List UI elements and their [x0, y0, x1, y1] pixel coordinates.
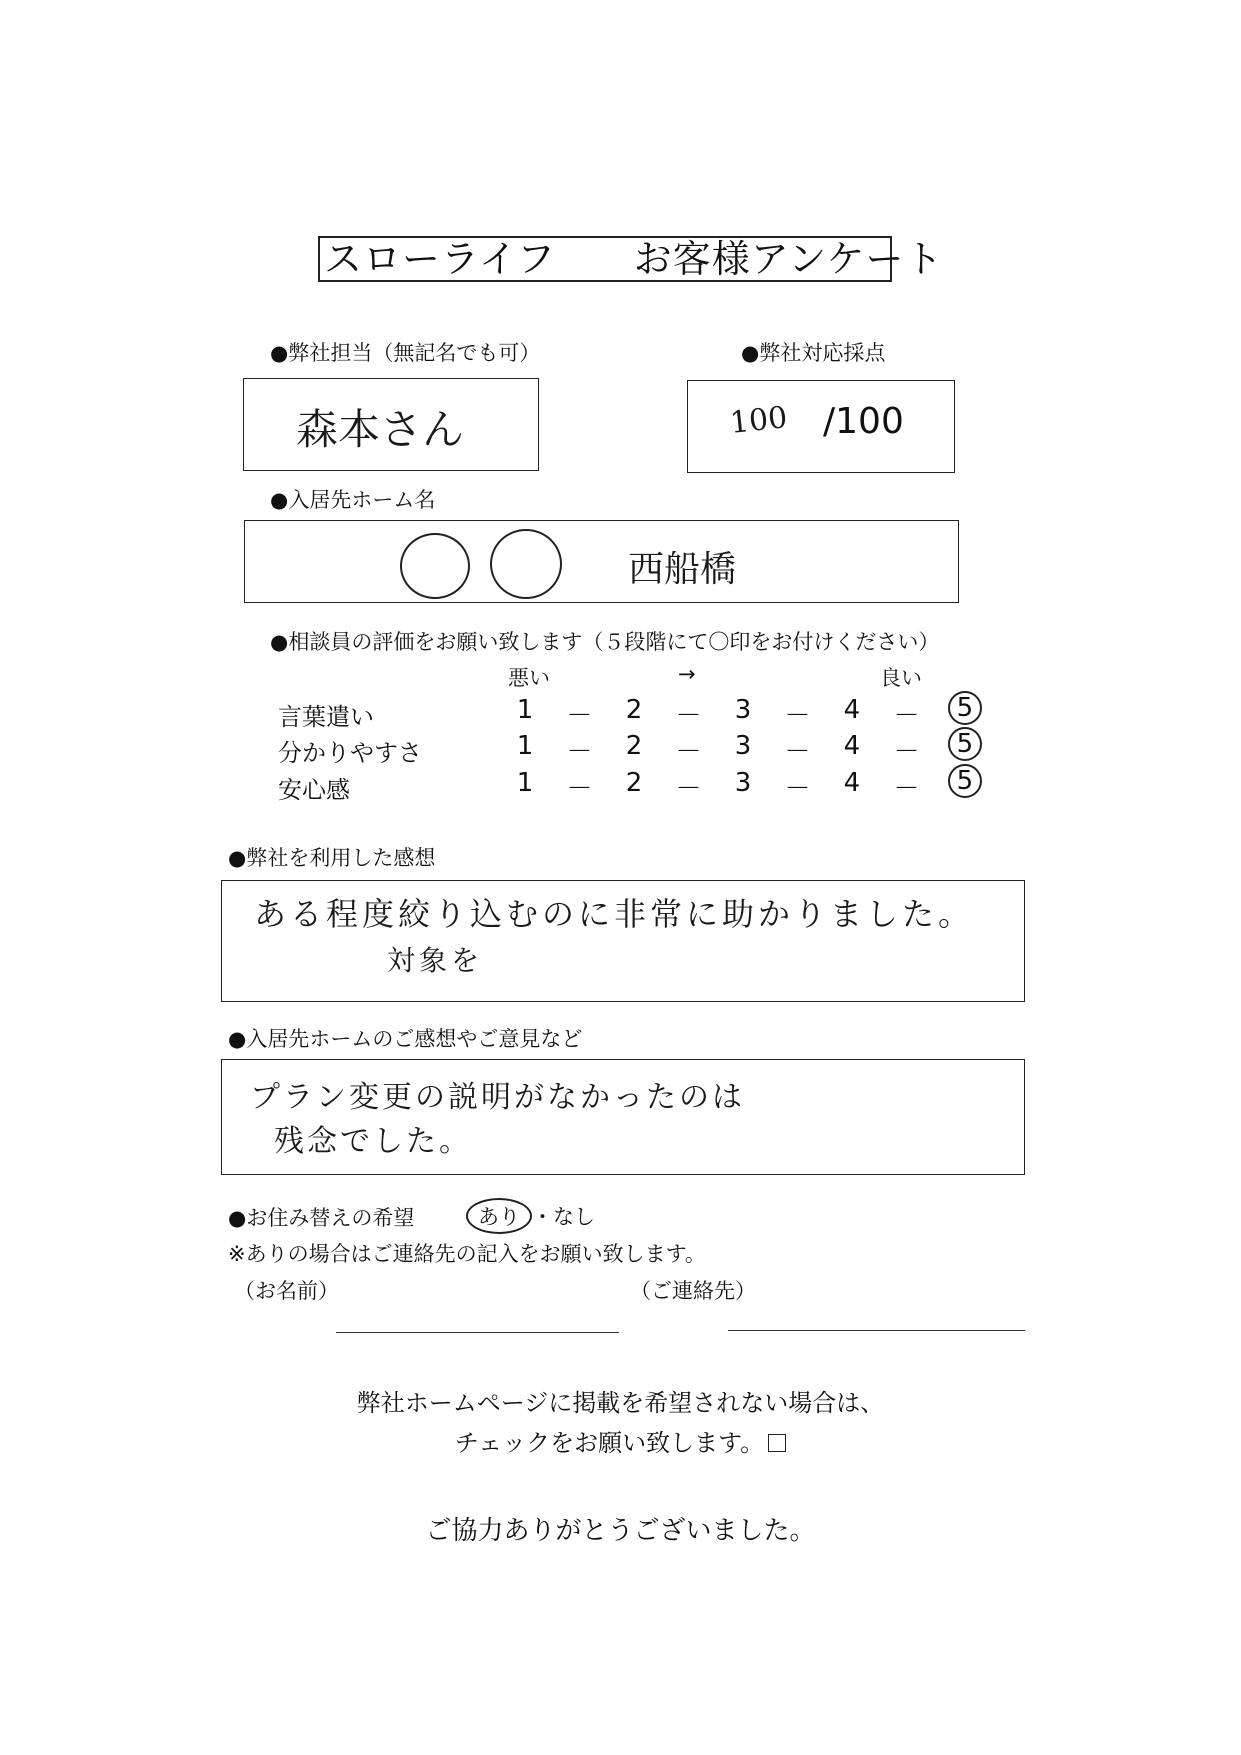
scale-dash: －: [893, 701, 920, 731]
staff-field[interactable]: [243, 378, 539, 471]
rating-scale-row-2[interactable]: [512, 731, 982, 768]
scale-dash: －: [675, 774, 702, 804]
scale-option-1[interactable]: 1: [516, 768, 534, 798]
scale-option-5-selected[interactable]: 5: [948, 691, 982, 725]
rating-label: ●相談員の評価をお願い致します（５段階にて〇印をお付けください）: [270, 630, 940, 654]
home-label: ●入居先ホーム名: [270, 488, 436, 512]
contact-input-line[interactable]: [728, 1330, 1025, 1331]
rating-row-label: 言葉遣い: [278, 703, 374, 731]
survey-title: スローライフ お客様アンケート: [318, 236, 892, 282]
scale-option-2[interactable]: 2: [625, 768, 643, 798]
scale-option-2[interactable]: 2: [625, 695, 643, 725]
thanks-message: ご協力ありがとうございました。: [425, 1516, 816, 1546]
scale-dash: －: [784, 701, 811, 731]
home-value: 西船橋: [628, 549, 737, 590]
name-input-line[interactable]: [336, 1332, 619, 1333]
scale-option-2[interactable]: 2: [625, 731, 643, 761]
homepage-notice-line2: チェックをお願い致します。: [454, 1429, 765, 1457]
staff-label: ●弊社担当（無記名でも可）: [270, 341, 541, 365]
score-value: 100: [728, 400, 789, 441]
scale-option-3[interactable]: 3: [734, 731, 752, 761]
scale-option-3[interactable]: 3: [734, 768, 752, 798]
rating-row-label: 分かりやすさ: [278, 739, 422, 767]
score-max: /100: [823, 401, 904, 442]
scale-dash: －: [566, 737, 593, 767]
placeholder-circle-2: [490, 529, 562, 599]
homepage-notice-line1: 弊社ホームページに掲載を希望されない場合は、: [356, 1389, 885, 1417]
feedback-text-line1: プラン変更の説明がなかったのは: [250, 1080, 745, 1115]
scale-option-5-selected[interactable]: 5: [948, 764, 982, 798]
contact-label: （ご連絡先）: [630, 1279, 756, 1303]
rating-row-label: 安心感: [278, 776, 350, 804]
scale-dash: －: [566, 701, 593, 731]
scale-option-3[interactable]: 3: [734, 695, 752, 725]
rating-good: 良い: [880, 666, 922, 690]
scale-dash: －: [784, 737, 811, 767]
feedback-text-line2: 残念でした。: [274, 1124, 472, 1159]
relocation-separator: ・: [532, 1205, 553, 1229]
rating-scale-row-1[interactable]: [512, 695, 982, 732]
score-label: ●弊社対応採点: [741, 341, 886, 365]
scale-option-1[interactable]: 1: [516, 695, 534, 725]
impression-insert: 対象を: [387, 944, 484, 977]
scale-dash: －: [675, 737, 702, 767]
staff-value: 森本さん: [296, 405, 465, 454]
rating-arrow: →: [678, 662, 696, 686]
home-field[interactable]: [244, 520, 959, 603]
impression-field[interactable]: [221, 880, 1025, 1002]
impression-label: ●弊社を利用した感想: [228, 846, 436, 870]
scale-option-4[interactable]: 4: [843, 768, 861, 798]
scale-dash: －: [566, 774, 593, 804]
scale-option-4[interactable]: 4: [843, 695, 861, 725]
scale-dash: －: [893, 774, 920, 804]
scale-option-4[interactable]: 4: [843, 731, 861, 761]
name-label: （お名前）: [234, 1279, 339, 1303]
scale-option-5-selected[interactable]: 5: [948, 727, 982, 761]
feedback-label: ●入居先ホームのご感想やご意見など: [228, 1027, 583, 1051]
score-field[interactable]: [687, 380, 955, 473]
feedback-field[interactable]: [221, 1059, 1025, 1175]
relocation-no[interactable]: なし: [553, 1205, 595, 1229]
scale-dash: －: [675, 701, 702, 731]
impression-text: ある程度絞り込むのに非常に助かりました。: [254, 895, 975, 933]
rating-scale-row-3[interactable]: [512, 768, 982, 805]
placeholder-circle-1: [400, 533, 470, 599]
relocation-note: ※ありの場合はご連絡先の記入をお願い致します。: [228, 1242, 706, 1266]
rating-bad: 悪い: [508, 666, 550, 690]
scale-option-1[interactable]: 1: [516, 731, 534, 761]
scale-dash: －: [784, 774, 811, 804]
relocation-yes-selected[interactable]: あり: [466, 1198, 532, 1234]
relocation-label: ●お住み替えの希望: [228, 1206, 415, 1230]
homepage-notice-line2-row: [0, 1423, 1241, 1458]
scale-dash: －: [893, 737, 920, 767]
homepage-opt-out-checkbox[interactable]: [768, 1434, 786, 1452]
relocation-options[interactable]: [466, 1198, 595, 1234]
